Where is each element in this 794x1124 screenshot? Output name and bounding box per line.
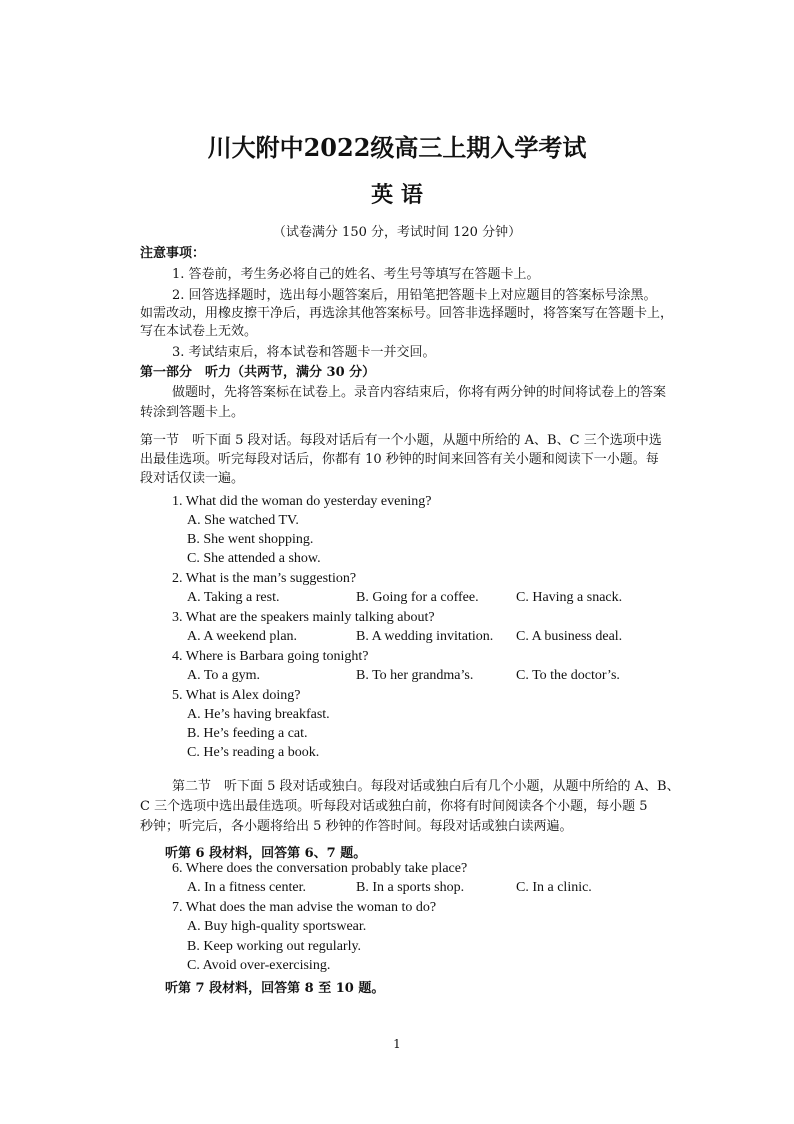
material-7-heading: 听第 7 段材料，回答第 8 至 10 题。 bbox=[165, 981, 385, 996]
question-4-option-a: A. To a gym. bbox=[187, 668, 261, 683]
note-2-line-1: 2. 回答选择题时，选出每小题答案后，用铅笔把答题卡上对应题目的答案标号涂黑。 bbox=[172, 288, 657, 303]
section1-line-3: 段对话仅读一遍。 bbox=[140, 471, 245, 486]
note-2-line-2: 如需改动，用橡皮擦干净后，再选涂其他答案标号。回答非选择题时，将答案写在答题卡上， bbox=[140, 306, 674, 321]
question-3-stem: 3. What are the speakers mainly talking about? bbox=[172, 610, 435, 625]
question-5-option-b: B. He’s feeding a cat. bbox=[187, 726, 308, 741]
question-7-option-c: C. Avoid over-exercising. bbox=[187, 958, 331, 973]
question-2-stem: 2. What is the man’s suggestion? bbox=[172, 571, 357, 586]
material-6-heading: 听第 6 段材料，回答第 6、7 题。 bbox=[165, 846, 367, 861]
part1-intro-line-2: 转涂到答题卡上。 bbox=[140, 405, 245, 420]
question-6-option-a: A. In a fitness center. bbox=[187, 880, 306, 895]
part1-intro-line-1: 做题时，先将答案标在试卷上。录音内容结束后，你将有两分钟的时间将试卷上的答案 bbox=[172, 385, 667, 400]
question-2-option-c: C. Having a snack. bbox=[516, 590, 623, 605]
question-2-option-b: B. Going for a coffee. bbox=[356, 590, 479, 605]
question-6-stem: 6. Where does the conversation probably take place? bbox=[172, 861, 468, 876]
exam-title: 川大附中2022级高三上期入学考试 bbox=[207, 133, 587, 162]
question-1-option-c: C. She attended a show. bbox=[187, 551, 321, 566]
note-3: 3. 考试结束后，将本试卷和答题卡一并交回。 bbox=[172, 345, 436, 360]
question-3-option-a: A. A weekend plan. bbox=[187, 629, 298, 644]
question-7-option-a: A. Buy high-quality sportswear. bbox=[187, 919, 367, 934]
question-3-option-b: B. A wedding invitation. bbox=[356, 629, 494, 644]
part1-heading: 第一部分 听力（共两节，满分 30 分） bbox=[140, 365, 376, 380]
question-6-option-c: C. In a clinic. bbox=[516, 880, 592, 895]
subject-title: 英 语 bbox=[371, 182, 423, 208]
page-number: 1 bbox=[393, 1037, 401, 1051]
section2-line-1: 第二节 听下面 5 段对话或独白。每段对话或独白后有几个小题，从题中所给的 A、B、 bbox=[172, 779, 680, 794]
question-4-option-b: B. To her grandma’s. bbox=[356, 668, 474, 683]
question-5-option-c: C. He’s reading a book. bbox=[187, 745, 320, 760]
question-7-stem: 7. What does the man advise the woman to do? bbox=[172, 900, 437, 915]
question-2-option-a: A. Taking a rest. bbox=[187, 590, 280, 605]
question-1-option-b: B. She went shopping. bbox=[187, 532, 314, 547]
question-5-stem: 5. What is Alex doing? bbox=[172, 688, 301, 703]
section2-line-3: 秒钟；听完后，各小题将给出 5 秒钟的作答时间。每段对话或独白读两遍。 bbox=[140, 819, 573, 834]
section1-line-2: 出最佳选项。听完每段对话后，你都有 10 秒钟的时间来回答有关小题和阅读下一小题。每 bbox=[140, 452, 659, 467]
exam-info: （试卷满分 150 分，考试时间 120 分钟） bbox=[272, 225, 522, 240]
note-1: 1. 答卷前，考生务必将自己的姓名、考生号等填写在答题卡上。 bbox=[172, 267, 540, 282]
question-1-stem: 1. What did the woman do yesterday evening? bbox=[172, 494, 432, 509]
question-7-option-b: B. Keep working out regularly. bbox=[187, 939, 362, 954]
question-4-stem: 4. Where is Barbara going tonight? bbox=[172, 649, 369, 664]
question-4-option-c: C. To the doctor’s. bbox=[516, 668, 620, 683]
question-1-option-a: A. She watched TV. bbox=[187, 513, 299, 528]
notes-heading: 注意事项： bbox=[140, 246, 206, 261]
question-5-option-a: A. He’s having breakfast. bbox=[187, 707, 330, 722]
note-2-line-3: 写在本试卷上无效。 bbox=[140, 324, 258, 339]
section2-line-2: C 三个选项中选出最佳选项。听每段对话或独白前，你将有时间阅读各个小题，每小题 5 bbox=[140, 799, 648, 814]
section1-line-1: 第一节 听下面 5 段对话。每段对话后有一个小题，从题中所给的 A、B、C 三个选项中选 bbox=[140, 433, 662, 448]
question-3-option-c: C. A business deal. bbox=[516, 629, 623, 644]
question-6-option-b: B. In a sports shop. bbox=[356, 880, 465, 895]
